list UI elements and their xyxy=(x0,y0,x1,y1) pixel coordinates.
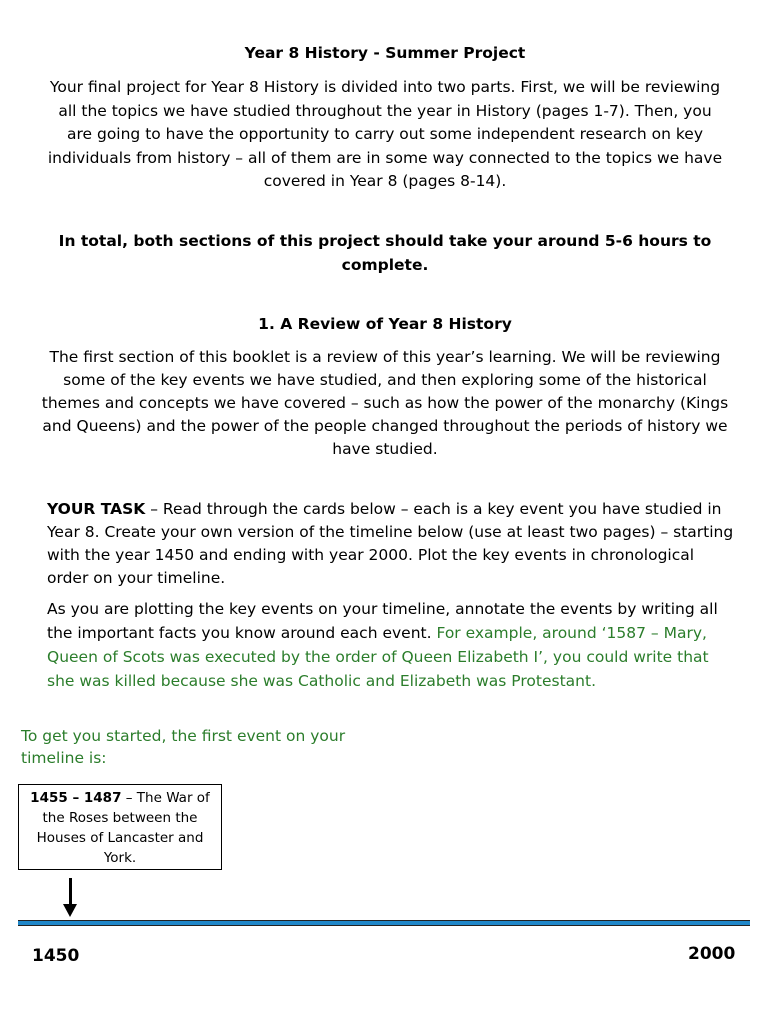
task-label: YOUR TASK xyxy=(47,500,146,518)
event-card-text: – The War of the Roses between the Houses of Lancaster and York. xyxy=(36,790,210,866)
timeline-start-year: 1450 xyxy=(32,946,80,966)
task-paragraph xyxy=(47,498,737,590)
event-card xyxy=(18,784,222,870)
section-heading: 1. A Review of Year 8 History xyxy=(258,315,512,333)
arrow-head-icon xyxy=(63,904,77,917)
get-started-text: To get you started, the first event on your timeline is: xyxy=(21,727,346,767)
intro-paragraph: Your final project for Year 8 History is divided into two parts. First, we will be reviewing all the topics we have studied throughout the year in History (pages 1-7). Then, you are going to have the opportunity to carry out some independent research on key individuals from history – all of them are in some way connected to the topics we have covered in Year 8 (pages 8-14). xyxy=(47,78,723,190)
total-time-note: In total, both sections of this project should take your around 5-6 hours to complete. xyxy=(58,232,712,274)
page-title: Year 8 History - Summer Project xyxy=(244,44,526,62)
task-text: – Read through the cards below – each is a key event you have studied in Year 8. Create your own version of the timeline below (use at least two pages) – starting with the year 1450 and ending with year 2000. Plot the key events in chronological order on your timeline. xyxy=(47,500,734,587)
timeline-line xyxy=(18,920,750,926)
timeline-end-year: 2000 xyxy=(688,944,736,964)
event-card-dates: 1455 – 1487 xyxy=(30,790,122,806)
section-intro-paragraph: The first section of this booklet is a review of this year’s learning. We will be reviewing some of the key events we have studied, and then exploring some of the historical themes and concepts we have covered – such as how the power of the monarchy (Kings and Queens) and the power of the people changed throughout the periods of history we have studied. xyxy=(41,348,729,458)
annotate-text: As you are plotting the key events on your timeline, annotate the events by writing all the important facts you know around each event. xyxy=(47,600,718,642)
example-text: For example, around ‘1587 – Mary, Queen of Scots was executed by the order of Queen Elizabeth I’, you could write that she was killed because she was Catholic and Elizabeth was Protestant. xyxy=(47,624,709,690)
annotate-paragraph xyxy=(47,597,737,693)
down-arrow-icon xyxy=(69,878,72,906)
